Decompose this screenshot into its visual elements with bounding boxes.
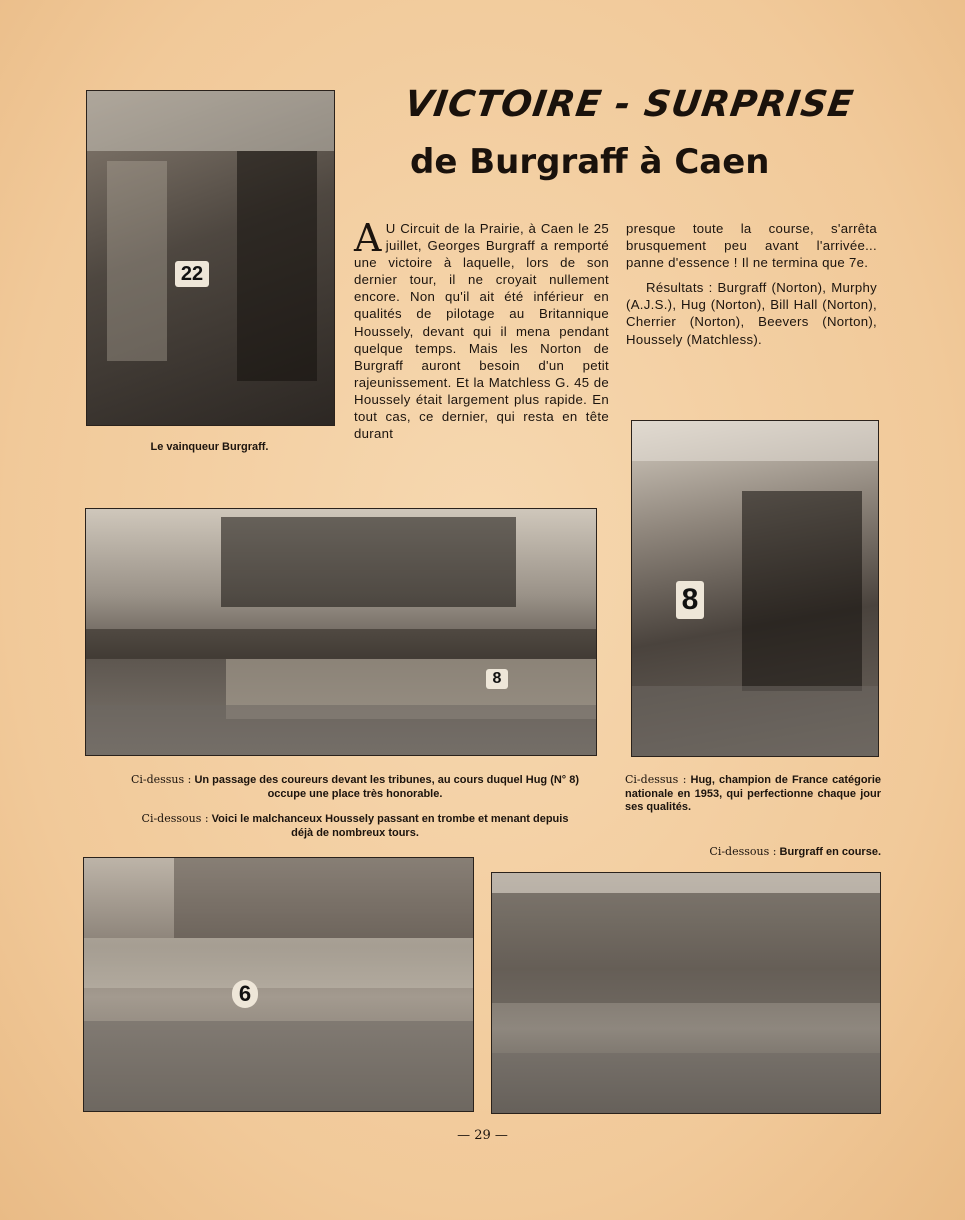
photo-burgraff-racing <box>491 872 881 1114</box>
caption-burgraff-race <box>625 845 881 860</box>
body-paragraph: U Circuit de la Prairie, à Caen le 25 juillet, Georges Burgraff a remporté une victoire à laquelle, lors de son dernier tour, il ne croyait nullement encore. Non qu'il ait été inférieur en qualités de pilotage au Britannique Houssely, devant qui il mena pendant quelque temps. Mais les Norton de Burgraff auront besoin d'un petit rajeunissement. Et la Matchless G. 45 de Houssely était largement plus rapide. En tout cas, ce dernier, qui resta en tête durant <box>354 221 609 442</box>
body-column-2 <box>626 220 877 356</box>
page-number: — 29 — <box>457 1128 508 1143</box>
race-number-plate: 8 <box>486 669 508 689</box>
body-paragraph-continued: presque toute la course, s'arrêta brusquement peu avant l'arrivée... panne d'essence ! Il ne termina que 7e. <box>626 221 877 271</box>
results-paragraph: Résultats : Burgraff (Norton), Murphy (A.J.S.), Hug (Norton), Bill Hall (Norton), Cherrier (Norton), Beevers (Norton), Houssely (Matchless). <box>626 280 877 347</box>
caption-lead: Ci-dessus : <box>625 773 687 786</box>
caption-text: Voici le malchanceux Houssely passant en trombe et menant depuis déjà de nombreux tours. <box>211 813 569 839</box>
race-number-plate: 22 <box>175 261 209 287</box>
caption-winner: Le vainqueur Burgraff. <box>150 441 269 453</box>
caption-hug <box>625 773 881 815</box>
caption-lead: Ci-dessus : <box>130 773 192 786</box>
caption-lead: Ci-dessous : <box>141 812 209 825</box>
caption-text: Burgraff en course. <box>779 846 881 858</box>
caption-text: Hug, champion de France catégorie nationale en 1953, qui perfectionne chaque jour ses qualités. <box>625 774 881 813</box>
photo-hug <box>631 420 879 757</box>
caption-grandstand-pass <box>130 773 580 801</box>
body-column-1 <box>354 216 609 450</box>
caption-lead: Ci-dessous : <box>709 845 777 858</box>
photo-grandstand-pass <box>85 508 597 756</box>
race-number-plate: 6 <box>232 980 258 1008</box>
article-title: VICTOIRE - SURPRISE <box>402 84 857 125</box>
race-number-plate: 8 <box>676 581 704 619</box>
photo-winner-burgraff <box>86 90 335 426</box>
caption-houssely <box>130 812 580 840</box>
caption-text: Un passage des coureurs devant les tribunes, au cours duquel Hug (N° 8) occupe une place très honorable. <box>194 774 580 800</box>
article-subtitle: de Burgraff à Caen <box>410 142 770 182</box>
drop-cap: A <box>354 216 382 260</box>
photo-houssely <box>83 857 474 1112</box>
